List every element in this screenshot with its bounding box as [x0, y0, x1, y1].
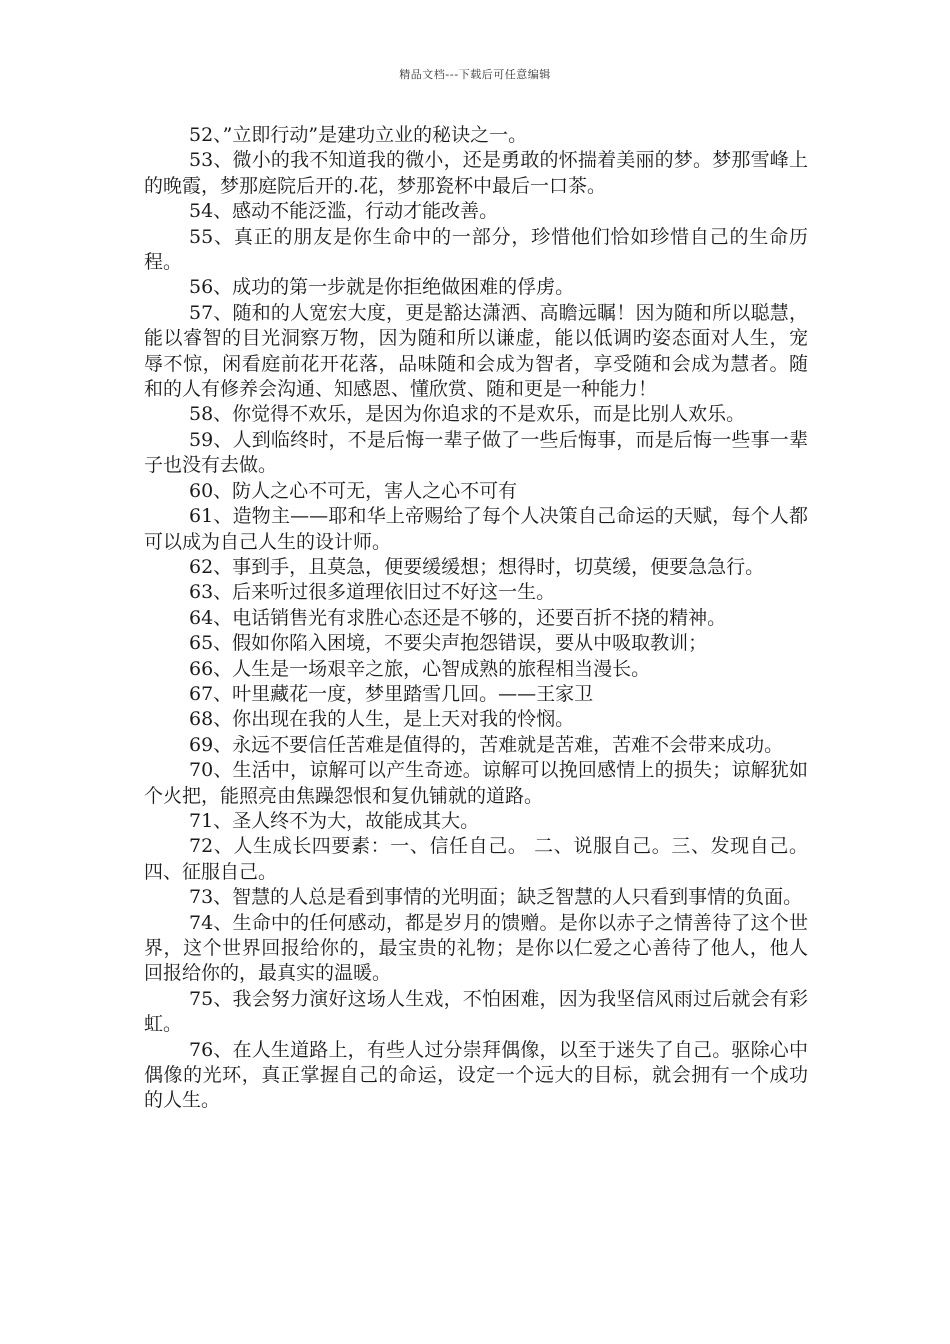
paragraph-76: 76、在人生道路上，有些人过分崇拜偶像，以至于迷失了自己。驱除心中偶像的光环，真正掌握自己的命运，设定一个远大的目标，就会拥有一个成功的人生。 — [144, 1038, 808, 1112]
paragraph-59: 59、人到临终时，不是后悔一辈子做了一些后悔事，而是后悔一些事一辈子也没有去做。 — [144, 428, 808, 477]
paragraph-56: 56、成功的第一步就是你拒绝做困难的俘虏。 — [189, 276, 575, 299]
paragraph-54: 54、感动不能泛滥，行动才能改善。 — [189, 200, 499, 223]
paragraph-69: 69、永远不要信任苦难是值得的，苦难就是苦难，苦难不会带来成功。 — [189, 733, 784, 756]
paragraph-72: 72、人生成长四要素：一、信任自己。 二、说服自己。三、发现自己。 四、征服自己。 — [144, 835, 815, 883]
paragraph-63: 63、后来听过很多道理依旧过不好这一生。 — [189, 581, 556, 604]
paragraph-53: 53、微小的我不知道我的微小，还是勇敢的怀揣着美丽的梦。梦那雪峰上的晚霞，梦那庭院后开的.花，梦那瓷杯中最后一口茶。 — [144, 149, 808, 197]
paragraph-65: 65、假如你陷入困境，不要尖声抱怨错误，要从中吸取教训； — [189, 632, 708, 655]
document-body — [144, 123, 815, 1114]
paragraph-57: 57、随和的人宽宏大度，更是豁达潇洒、高瞻远瞩！因为随和所以聪慧，能以睿智的目光洞察万物，因为随和所以谦虚，能以低调旳姿态面对人生，宠辱不惊，闲看庭前花开花落，品味随和会成为智者，享受随和会成为慧者。随和的人有修养会沟通、知感恩、懂欣赏、随和更是一种能力！ — [144, 301, 808, 401]
paragraph-55: 55、真正的朋友是你生命中的一部分，珍惜他们恰如珍惜自己的生命历程。 — [144, 225, 808, 274]
paragraph-74: 74、生命中的任何感动，都是岁月的馈赠。是你以赤子之情善待了这个世界，这个世界回报给你的，最宝贵的礼物；是你以仁爱之心善待了他人，他人回报给你的，最真实的温暖。 — [144, 911, 808, 985]
paragraph-67: 67、叶里藏花一度，梦里踏雪几回。——王家卫 — [189, 682, 594, 705]
paragraph-73: 73、智慧的人总是看到事情的光明面；缺乏智慧的人只看到事情的负面。 — [189, 886, 803, 909]
paragraph-61: 61、造物主——耶和华上帝赐给了每个人决策自己命运的天赋，每个人都可以成为自己人生的设计师。 — [144, 505, 808, 553]
paragraph-75: 75、我会努力演好这场人生戏，不怕困难，因为我坚信风雨过后就会有彩虹。 — [144, 987, 808, 1036]
paragraph-62: 62、事到手，且莫急，便要缓缓想；想得时，切莫缓，便要急急行。 — [189, 555, 765, 578]
paragraph-60: 60、防人之心不可无，害人之心不可有 — [189, 479, 518, 502]
paragraph-68: 68、你出现在我的人生，是上天对我的怜悯。 — [189, 708, 575, 731]
paragraph-58: 58、你觉得不欢乐，是因为你追求的不是欢乐，而是比别人欢乐。 — [189, 403, 746, 426]
paragraph-66: 66、人生是一场艰辛之旅，心智成熟的旅程相当漫长。 — [189, 657, 651, 680]
paragraph-52: 52、”立即行动”是建功立业的秘诀之一。 — [189, 124, 528, 146]
paragraph-71: 71、圣人终不为大，故能成其大。 — [189, 809, 480, 832]
paragraph-64: 64、电话销售光有求胜心态还是不够的，还要百折不挠的精神。 — [189, 606, 727, 629]
paragraph-70: 70、生活中，谅解可以产生奇迹。谅解可以挽回感情上的损失；谅解犹如个火把，能照亮由焦躁怨恨和复仇铺就的道路。 — [144, 759, 808, 807]
page-header: 精品文档---下载后可任意编辑 — [399, 68, 551, 81]
